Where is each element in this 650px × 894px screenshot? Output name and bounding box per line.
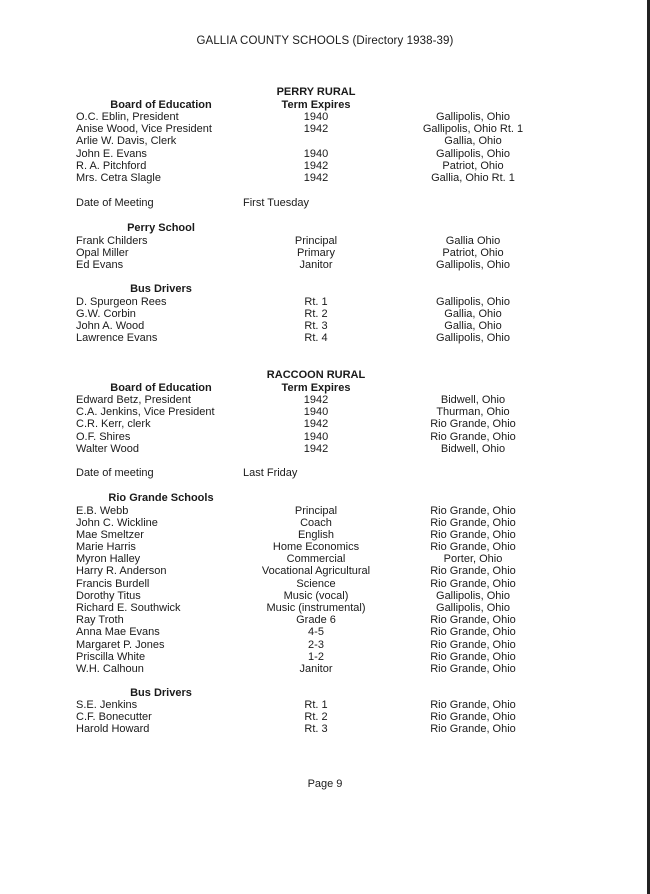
entry-address: Rio Grande, Ohio: [430, 711, 516, 724]
entry-route: Rt. 3: [304, 723, 328, 736]
entry-address: Gallipolis, Ohio: [436, 589, 510, 602]
entry-address: Gallia Ohio: [445, 234, 501, 247]
directory-row: [0, 651, 650, 663]
entry-name: Walter Wood: [76, 442, 139, 455]
perry-meeting: [0, 197, 650, 209]
entry-address: Rio Grande, Ohio: [430, 723, 516, 736]
entry-address: Gallipolis, Ohio: [436, 258, 510, 271]
entry-address: Rio Grande, Ohio: [430, 626, 516, 639]
entry-address: Rio Grande, Ohio: [430, 662, 516, 675]
entry-route: Rt. 4: [304, 332, 328, 345]
entry-term: 1942: [303, 394, 329, 406]
entry-role: Music (vocal): [283, 589, 349, 602]
directory-row: [0, 505, 650, 517]
entry-name: Harry R. Anderson: [76, 565, 167, 578]
directory-row: [0, 418, 650, 430]
entry-address: Bidwell, Ohio: [440, 394, 506, 406]
entry-address: Gallipolis, Ohio: [436, 295, 510, 308]
directory-row: [0, 443, 650, 455]
entry-name: Mae Smeltzer: [76, 528, 144, 541]
directory-row: [0, 296, 650, 308]
entry-address: Rio Grande, Ohio: [430, 638, 516, 651]
directory-row: [0, 431, 650, 443]
directory-row: [0, 626, 650, 638]
directory-row: [0, 541, 650, 553]
entry-route: Rt. 1: [304, 295, 328, 308]
directory-row: [0, 723, 650, 735]
entry-name: Myron Halley: [76, 553, 141, 566]
directory-row: [0, 394, 650, 406]
directory-row: [0, 111, 650, 123]
entry-name: Francis Burdell: [76, 577, 150, 590]
school-heading: Perry School: [127, 222, 195, 234]
bus-heading: Bus Drivers: [130, 686, 192, 699]
directory-row: [0, 517, 650, 529]
directory-row: [0, 160, 650, 172]
entry-role: 2-3: [308, 638, 324, 651]
entry-term: 1942: [303, 123, 329, 136]
entry-address: Gallipolis, Ohio: [436, 332, 510, 345]
entry-term: 1942: [303, 418, 329, 431]
entry-name: Richard E. Southwick: [76, 602, 181, 614]
directory-row: [0, 614, 650, 626]
entry-role: 4-5: [308, 626, 324, 639]
entry-route: Rt. 2: [304, 307, 328, 320]
entry-address: Gallia, Ohio: [444, 307, 502, 320]
perry-bus-heading: [0, 283, 650, 295]
entry-name: Harold Howard: [76, 723, 150, 736]
directory-row: [0, 663, 650, 675]
district-name: PERRY RURAL: [276, 86, 356, 98]
entry-name: E.B. Webb: [76, 504, 129, 517]
entry-role: Janitor: [299, 662, 333, 675]
page-number: Page 9: [307, 778, 343, 790]
directory-row: [0, 639, 650, 651]
entry-name: C.F. Bonecutter: [76, 711, 152, 724]
entry-role: English: [297, 528, 335, 541]
raccoon-bus-list: [0, 699, 650, 736]
directory-row: [0, 135, 650, 147]
entry-name: Dorothy Titus: [76, 589, 141, 602]
entry-name: R. A. Pitchford: [76, 159, 147, 172]
entry-role: Grade 6: [296, 614, 336, 627]
directory-row: [0, 590, 650, 602]
entry-address: Porter, Ohio: [443, 553, 503, 566]
directory-row: [0, 699, 650, 711]
directory-row: [0, 148, 650, 160]
entry-address: Rio Grande, Ohio: [430, 541, 516, 554]
entry-name: Marie Harris: [76, 541, 136, 554]
directory-row: [0, 308, 650, 320]
entry-address: Gallipolis, Ohio Rt. 1: [422, 123, 524, 136]
entry-address: Patriot, Ohio: [442, 159, 504, 172]
entry-name: Mrs. Cetra Slagle: [76, 171, 161, 184]
entry-name: G.W. Corbin: [76, 307, 136, 320]
entry-role: Primary: [297, 246, 335, 259]
directory-row: [0, 578, 650, 590]
entry-address: Rio Grande, Ohio: [430, 650, 516, 663]
directory-row: [0, 247, 650, 259]
entry-address: Gallipolis, Ohio: [436, 111, 510, 123]
district-name: RACCOON RURAL: [266, 369, 366, 381]
perry-board-headings: [0, 99, 650, 111]
entry-term: 1940: [303, 430, 329, 443]
entry-name: John A. Wood: [76, 319, 145, 332]
perry-school-heading: [0, 222, 650, 234]
perry-bus-list: [0, 296, 650, 345]
meeting-value: Last Friday: [243, 467, 298, 479]
entry-name: S.E. Jenkins: [76, 699, 138, 711]
entry-role: Home Economics: [272, 541, 360, 554]
entry-address: Rio Grande, Ohio: [430, 430, 516, 443]
entry-name: Ray Troth: [76, 614, 124, 627]
entry-address: Rio Grande, Ohio: [430, 528, 516, 541]
entry-role: Science: [296, 577, 336, 590]
entry-name: Ed Evans: [76, 258, 124, 271]
entry-address: Gallia, Ohio: [444, 319, 502, 332]
entry-address: Rio Grande, Ohio: [430, 614, 516, 627]
directory-row: [0, 332, 650, 344]
raccoon-board-headings: [0, 382, 650, 394]
entry-address: Gallia, Ohio: [444, 135, 502, 148]
perry-board-list: [0, 111, 650, 184]
directory-row: [0, 529, 650, 541]
directory-row: [0, 320, 650, 332]
entry-address: Rio Grande, Ohio: [430, 516, 516, 529]
entry-name: John C. Wickline: [76, 516, 158, 529]
entry-name: D. Spurgeon Rees: [76, 295, 167, 308]
entry-address: Bidwell, Ohio: [440, 442, 506, 455]
entry-name: Arlie W. Davis, Clerk: [76, 135, 177, 148]
page-title: GALLIA COUNTY SCHOOLS (Directory 1938-39): [196, 35, 454, 47]
entry-address: Gallia, Ohio Rt. 1: [431, 171, 515, 184]
entry-name: Anise Wood, Vice President: [76, 123, 212, 136]
entry-name: C.A. Jenkins, Vice President: [76, 406, 215, 419]
entry-name: O.C. Eblin, President: [76, 111, 179, 123]
directory-row: [0, 235, 650, 247]
entry-address: Patriot, Ohio: [442, 246, 504, 259]
entry-role: Janitor: [299, 258, 333, 271]
board-heading: Board of Education: [110, 98, 212, 111]
school-heading: Rio Grande Schools: [108, 492, 214, 504]
raccoon-meeting: [0, 467, 650, 479]
perry-district-title: [0, 86, 650, 98]
entry-role: Commercial: [286, 553, 346, 566]
entry-address: Gallipolis, Ohio: [436, 147, 510, 160]
entry-name: Priscilla White: [76, 650, 146, 663]
perry-school-list: [0, 235, 650, 272]
entry-term: 1942: [303, 442, 329, 455]
board-heading: Board of Education: [110, 381, 212, 394]
entry-term: 1940: [303, 147, 329, 160]
entry-term: 1942: [303, 159, 329, 172]
entry-name: Frank Childers: [76, 234, 148, 247]
meeting-label: Date of meeting: [76, 467, 154, 479]
entry-role: Principal: [294, 504, 338, 517]
directory-row: [0, 172, 650, 184]
directory-row: [0, 711, 650, 723]
entry-name: W.H. Calhoun: [76, 662, 144, 675]
entry-term: 1942: [303, 171, 329, 184]
raccoon-district-title: [0, 369, 650, 381]
entry-address: Thurman, Ohio: [436, 406, 510, 419]
directory-row: [0, 123, 650, 135]
entry-address: Rio Grande, Ohio: [430, 577, 516, 590]
entry-name: Edward Betz, President: [76, 394, 191, 406]
entry-name: John E. Evans: [76, 147, 147, 160]
meeting-value: First Tuesday: [243, 197, 310, 209]
raccoon-school-heading: [0, 492, 650, 504]
entry-address: Gallipolis, Ohio: [436, 602, 510, 614]
entry-name: Margaret P. Jones: [76, 638, 165, 651]
entry-name: Lawrence Evans: [76, 332, 158, 345]
directory-row: [0, 553, 650, 565]
entry-address: Rio Grande, Ohio: [430, 565, 516, 578]
entry-name: O.F. Shires: [76, 430, 131, 443]
entry-name: C.R. Kerr, clerk: [76, 418, 151, 431]
bus-heading: Bus Drivers: [130, 283, 192, 295]
term-heading: Term Expires: [281, 381, 351, 394]
directory-row: [0, 406, 650, 418]
entry-route: Rt. 2: [304, 711, 328, 724]
entry-address: Rio Grande, Ohio: [430, 699, 516, 711]
directory-row: [0, 259, 650, 271]
entry-role: Vocational Agricultural: [261, 565, 371, 578]
entry-route: Rt. 1: [304, 699, 328, 711]
raccoon-board-list: [0, 394, 650, 455]
entry-role: Principal: [294, 234, 338, 247]
entry-address: Rio Grande, Ohio: [430, 504, 516, 517]
raccoon-bus-heading: [0, 687, 650, 699]
directory-row: [0, 602, 650, 614]
entry-term: 1940: [303, 111, 329, 123]
entry-name: Anna Mae Evans: [76, 626, 160, 639]
entry-role: Music (instrumental): [266, 602, 366, 614]
entry-role: Coach: [300, 516, 332, 529]
entry-role: 1-2: [308, 650, 324, 663]
entry-term: 1940: [303, 406, 329, 419]
entry-address: Rio Grande, Ohio: [430, 418, 516, 431]
term-heading: Term Expires: [281, 98, 351, 111]
entry-route: Rt. 3: [304, 319, 328, 332]
entry-name: Opal Miller: [76, 246, 129, 259]
raccoon-school-list: [0, 505, 650, 676]
directory-row: [0, 565, 650, 577]
meeting-label: Date of Meeting: [76, 197, 154, 209]
